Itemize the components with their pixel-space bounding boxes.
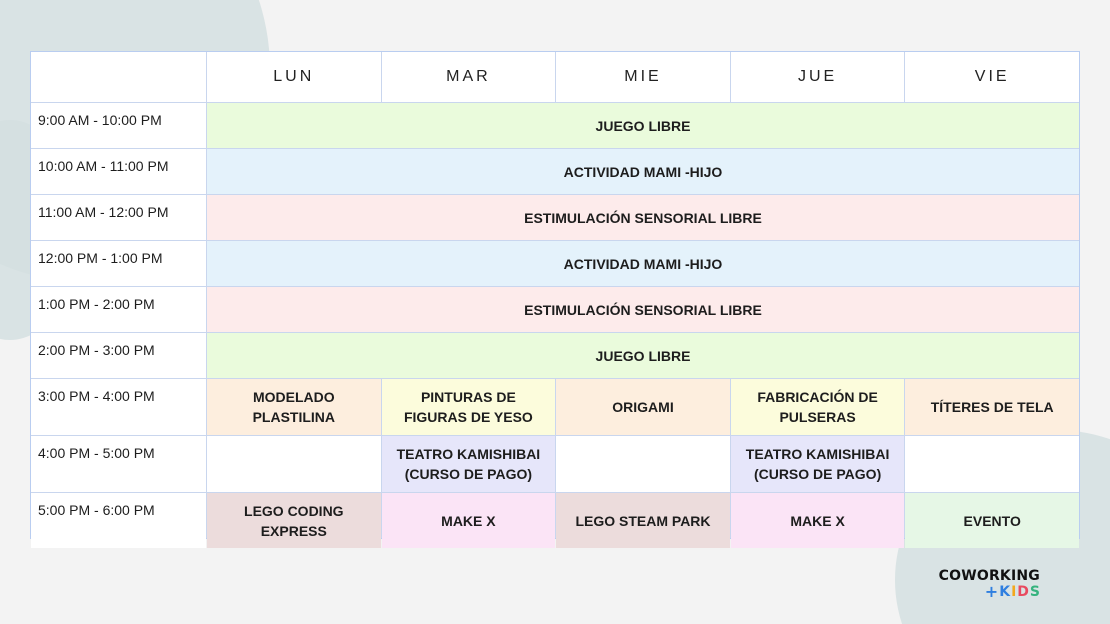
activity-all-week: ACTIVIDAD MAMI -HIJO [207, 149, 1079, 194]
activity-mie: LEGO STEAM PARK [556, 493, 730, 548]
activity-lun: LEGO CODING EXPRESS [207, 493, 381, 548]
plus-icon: + [984, 582, 999, 601]
activity-all-week: ESTIMULACIÓN SENSORIAL LIBRE [207, 287, 1079, 332]
time-slot: 9:00 AM - 10:00 PM [31, 103, 206, 148]
header-corner [31, 52, 206, 102]
time-slot: 11:00 AM - 12:00 PM [31, 195, 206, 240]
activity-jue: MAKE X [731, 493, 905, 548]
activity-lun: MODELADO PLASTILINA [207, 379, 381, 435]
activity-vie: EVENTO [905, 493, 1079, 548]
activity-mar: TEATRO KAMISHIBAI (CURSO DE PAGO) [382, 436, 556, 492]
activity-mar: MAKE X [382, 493, 556, 548]
schedule-table [30, 51, 1080, 539]
activity-all-week: JUEGO LIBRE [207, 103, 1079, 148]
activity-jue: TEATRO KAMISHIBAI (CURSO DE PAGO) [731, 436, 905, 492]
time-slot: 1:00 PM - 2:00 PM [31, 287, 206, 332]
activity-mie [556, 436, 730, 492]
activity-lun [207, 436, 381, 492]
logo-line-coworking: COWORKING [938, 568, 1040, 584]
time-slot: 5:00 PM - 6:00 PM [31, 493, 206, 548]
activity-all-week: ACTIVIDAD MAMI -HIJO [207, 241, 1079, 286]
day-header-mie: MIE [556, 52, 730, 102]
activity-vie: TÍTERES DE TELA [905, 379, 1079, 435]
activity-mie: ORIGAMI [556, 379, 730, 435]
time-slot: 12:00 PM - 1:00 PM [31, 241, 206, 286]
day-header-mar: MAR [382, 52, 556, 102]
activity-all-week: ESTIMULACIÓN SENSORIAL LIBRE [207, 195, 1079, 240]
time-slot: 4:00 PM - 5:00 PM [31, 436, 206, 492]
time-slot: 2:00 PM - 3:00 PM [31, 333, 206, 378]
logo-line-kids [985, 584, 1040, 600]
activity-mar: PINTURAS DE FIGURAS DE YESO [382, 379, 556, 435]
logo-letter-k: K [999, 584, 1011, 600]
activity-jue: FABRICACIÓN DE PULSERAS [731, 379, 905, 435]
day-header-lun: LUN [207, 52, 381, 102]
activity-vie [905, 436, 1079, 492]
coworking-kids-logo [930, 568, 1040, 602]
activity-all-week: JUEGO LIBRE [207, 333, 1079, 378]
day-header-jue: JUE [731, 52, 905, 102]
time-slot: 3:00 PM - 4:00 PM [31, 379, 206, 435]
logo-letter-d: D [1017, 584, 1029, 600]
logo-letter-i: I [1011, 584, 1017, 600]
logo-letter-s: S [1029, 584, 1040, 600]
day-header-vie: VIE [905, 52, 1079, 102]
time-slot: 10:00 AM - 11:00 PM [31, 149, 206, 194]
